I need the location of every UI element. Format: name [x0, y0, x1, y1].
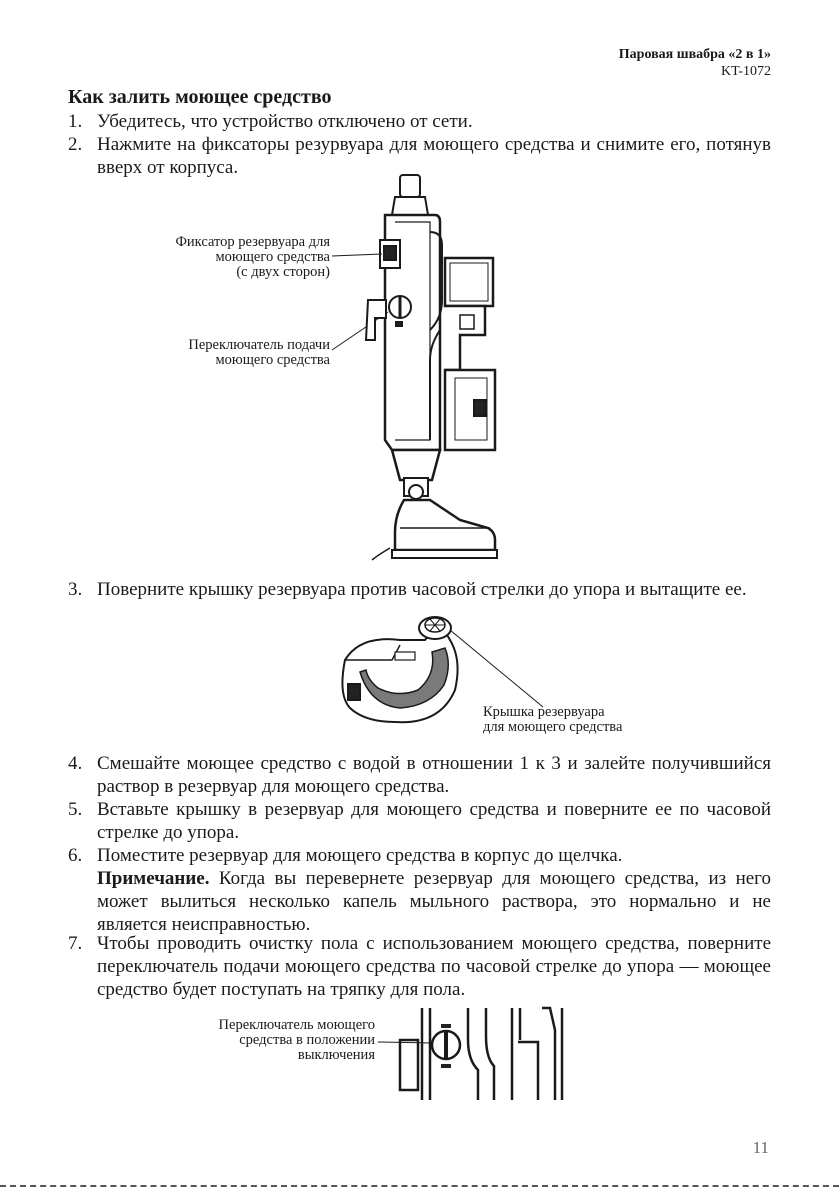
callout-line: моющего средства [215, 352, 330, 368]
note-label: Примечание. [97, 868, 210, 889]
callout-line: Крышка резервуара [483, 704, 605, 720]
step-number: 2. [68, 134, 83, 155]
step-number: 1. [68, 111, 83, 132]
note-text: Когда вы перевернете резервуар для моющего средства, из него может вылиться несколько капель мыльного раствора, это нормально и не является неисправностью. [97, 868, 771, 935]
product-name: Паровая швабра «2 в 1» [618, 47, 771, 62]
step-number: 6. [68, 845, 83, 866]
callout-line: для моющего средства [483, 719, 623, 735]
step-number: 7. [68, 933, 83, 954]
step-text: Поместите резервуар для моющего средства в корпус до щелчка. [97, 845, 623, 866]
callout-line: (с двух сторон) [236, 264, 330, 280]
page-bottom-rule [0, 1185, 839, 1187]
callout-line: выключения [297, 1047, 375, 1063]
step-text: Вставьте крышку в резервуар для моющего средства и поверните ее по часовой стрелке до упора. [97, 799, 771, 843]
step-text: Убедитесь, что устройство отключено от сети. [97, 111, 473, 132]
model-number: KT-1072 [720, 64, 771, 79]
callout-line: Переключатель моющего [218, 1017, 375, 1033]
step-number: 3. [68, 579, 83, 600]
step-number: 5. [68, 799, 83, 820]
callout-line: моющего средства [215, 249, 330, 265]
step-text: Смешайте моющее средство с водой в отношении 1 к 3 и залейте получившийся раствор в резервуар для моющего средства. [97, 753, 771, 797]
step-text: Нажмите на фиксаторы резурвуара для моющего средства и снимите его, потянув вверх от корпуса. [97, 134, 771, 178]
callout-line: Фиксатор резервуара для [175, 234, 330, 250]
section-title: Как залить моющее средство [68, 86, 332, 108]
step-text: Чтобы проводить очистку пола с использованием моющего средства, поверните переключатель подачи моющего средства по часовой стрелке до упора — моющее средство будет поступать на тряпку для пола. [97, 933, 771, 1000]
step-text: Поверните крышку резервуара против часовой стрелки до упора и вытащите ее. [97, 579, 747, 600]
page-number: 11 [752, 1138, 769, 1157]
step-number: 4. [68, 753, 83, 774]
callout-line: Переключатель подачи [188, 337, 330, 353]
callout-line: средства в положении [239, 1032, 375, 1048]
